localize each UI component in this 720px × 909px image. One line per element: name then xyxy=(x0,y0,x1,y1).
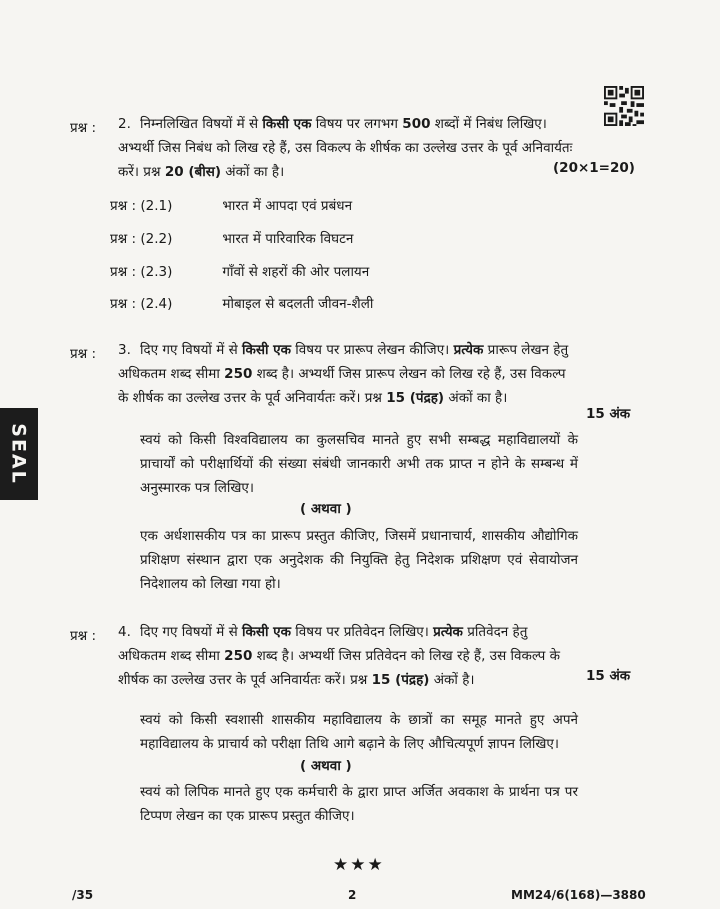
paper-code: MM24/6(168)—3880 xyxy=(511,888,646,902)
q2-text-part: विषय पर लगभग xyxy=(311,116,403,132)
sub-code: (2.2) xyxy=(140,231,173,247)
q4-option-2: स्वयं को लिपिक मानते हुए एक कर्मचारी के द्वारा प्राप्त अर्जित अवकाश के प्रार्थना पत्र पर टिप्पण लेखन का एक प्रारूप प्रस्तुत कीजिए। xyxy=(140,784,578,824)
q2-marks: (20×1=20) xyxy=(553,160,635,176)
sub-text: मोबाइल से बदलती जीवन-शैली xyxy=(222,296,374,312)
q3-marks-inline: 15 (पंद्रह) xyxy=(386,390,445,406)
q4-word-limit: 250 xyxy=(224,648,253,664)
q4-text-part: प्रतिवेदन हेतु अधिकतम शब्द सीमा xyxy=(118,624,528,664)
seal-label: SEAL xyxy=(8,423,31,485)
q4-marks-inline: 15 (पंद्रह) xyxy=(371,672,430,688)
q3-text xyxy=(118,338,578,410)
q2-text-part: शब्दों में निबंध लिखिए। अभ्यर्थी जिस निबंध को लिख रहे हैं, उस विकल्प के शीर्षक का उल्लेख उत्तर के पूर्व अनिवार्यतः करें। प्रश्न xyxy=(118,116,573,180)
q2-number: 2. xyxy=(118,116,131,132)
q4-text-part: दिए गए विषयों में से xyxy=(140,624,242,640)
q3-text-bold: प्रत्येक xyxy=(453,342,484,358)
sub-label: प्रश्न : xyxy=(110,198,137,214)
sub-code: (2.1) xyxy=(140,198,173,214)
q4-text-bold: प्रत्येक xyxy=(433,624,463,640)
q3-text-part: अंकों का है। xyxy=(444,390,508,406)
q3-marks: 15 अंक xyxy=(586,406,631,422)
q2-text-part: निम्नलिखित विषयों में से xyxy=(140,116,263,132)
q2-marks-inline: 20 (बीस) xyxy=(164,164,221,180)
seal-tab xyxy=(0,408,38,500)
sub-label: प्रश्न : xyxy=(110,231,137,247)
q4-label: प्रश्न : xyxy=(70,628,97,644)
page-number: 2 xyxy=(348,888,357,902)
sub-text: भारत में आपदा एवं प्रबंधन xyxy=(222,198,353,214)
sub-text: भारत में पारिवारिक विघटन xyxy=(222,231,354,247)
q4-text-part: विषय पर प्रतिवेदन लिखिए। xyxy=(291,624,434,640)
q2-sub-item xyxy=(110,294,373,312)
q4-option-1: स्वयं को किसी स्वशासी शासकीय महाविद्यालय के छात्रों का समूह मानते हुए अपने महाविद्यालय के प्राचार्य को परीक्षा तिथि आगे बढ़ाने के लिए औचित्यपूर्ण ज्ञापन लिखिए। xyxy=(140,712,578,752)
q3-option-2: एक अर्धशासकीय पत्र का प्रारूप प्रस्तुत कीजिए, जिसमें प्रधानाचार्य, शासकीय औद्योगिक प्रशिक्षण संस्थान द्वारा एक अनुदेशक की नियुक्ति हेतु निदेशक प्रशिक्षण एवं सेवायोजन निदेशालय को लिखा गया हो। xyxy=(140,528,578,592)
sub-text: गाँवों से शहरों की ओर पलायन xyxy=(222,264,370,280)
sub-label: प्रश्न : xyxy=(110,296,137,312)
footer-set-number: /35 xyxy=(72,888,94,902)
q2-sub-item xyxy=(110,196,352,214)
q3-number: 3. xyxy=(118,342,131,358)
q2-label: प्रश्न : xyxy=(70,120,97,136)
q3-label: प्रश्न : xyxy=(70,346,97,362)
q4-text-part: अंकों है। xyxy=(429,672,475,688)
q4-text-part: शब्द है। अभ्यर्थी जिस प्रतिवेदन को लिख रहे हैं, उस विकल्प के शीर्षक का उल्लेख उत्तर के पूर्व अनिवार्यतः करें। प्रश्न xyxy=(118,648,560,688)
q4-number: 4. xyxy=(118,624,131,640)
q3-text-part: शब्द है। अभ्यर्थी जिस प्रारूप लेखन को लिख रहे हैं, उस विकल्प के शीर्षक का उल्लेख उत्तर के पूर्व अनिवार्यतः करें। प्रश्न xyxy=(118,366,566,406)
qr-code-icon xyxy=(604,86,644,126)
q3-text-part: दिए गए विषयों में से xyxy=(140,342,242,358)
end-stars: ★★★ xyxy=(333,855,385,875)
q3-word-limit: 250 xyxy=(224,366,253,382)
q2-sub-item xyxy=(110,262,369,280)
q4-text-bold: किसी एक xyxy=(241,624,292,640)
q3-option-1: स्वयं को किसी विश्वविद्यालय का कुलसचिव मानते हुए सभी सम्बद्ध महाविद्यालयों के प्राचार्यों को परीक्षार्थियों की संख्या संबंधी जानकारी अभी तक प्राप्त न होने के सम्बन्ध में अनुस्मारक पत्र लिखिए। xyxy=(140,432,578,496)
q3-or-separator: ( अथवा ) xyxy=(300,501,352,517)
sub-code: (2.3) xyxy=(140,264,173,280)
q4-text xyxy=(118,620,578,692)
q4-marks: 15 अंक xyxy=(586,668,631,684)
q3-text-part: विषय पर प्रारूप लेखन कीजिए। xyxy=(291,342,454,358)
q2-word-limit: 500 xyxy=(402,116,431,132)
q4-or-separator: ( अथवा ) xyxy=(300,758,352,774)
q2-sub-item xyxy=(110,229,353,247)
q2-text xyxy=(118,112,576,184)
sub-label: प्रश्न : xyxy=(110,264,137,280)
q3-text-part: प्रारूप लेखन हेतु अधिकतम शब्द सीमा xyxy=(118,342,569,382)
q3-text-bold: किसी एक xyxy=(241,342,292,358)
sub-code: (2.4) xyxy=(140,296,173,312)
q2-text-part: अंकों का है। xyxy=(221,164,285,180)
q2-text-bold: किसी एक xyxy=(262,116,312,132)
